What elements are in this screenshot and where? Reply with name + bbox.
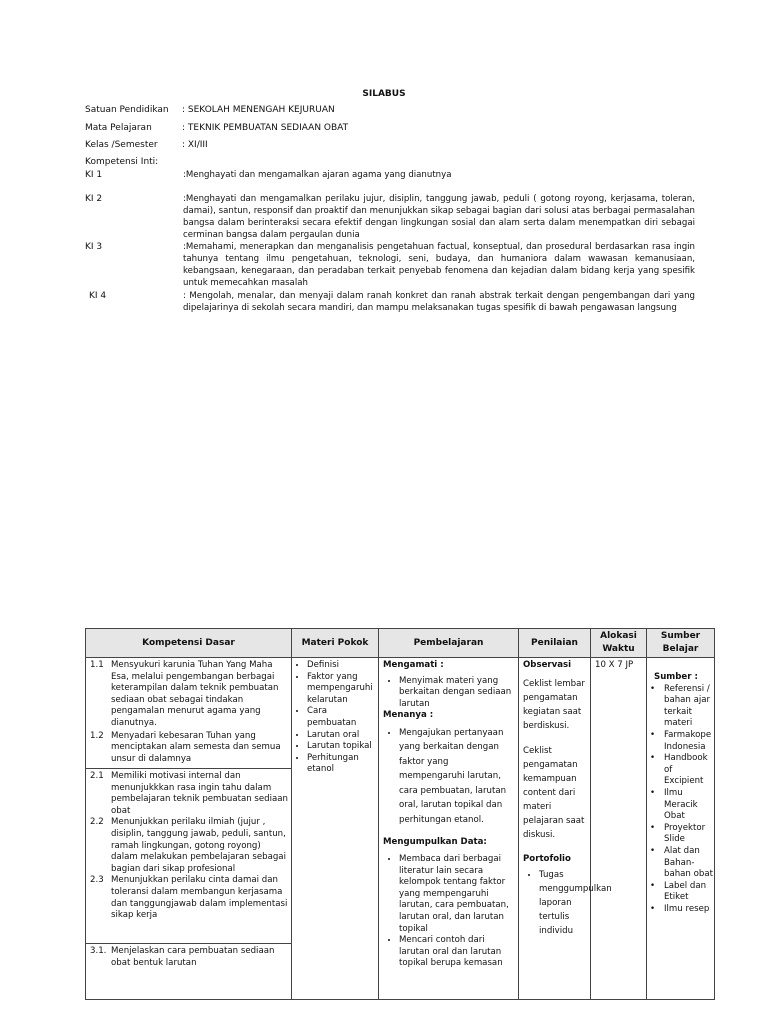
sumber-item: • Label dan Etiket [650, 881, 713, 904]
observasi-heading: Observasi [523, 660, 572, 670]
value-mata-pelajaran: : TEKNIK PEMBUATAN SEDIAAN OBAT [182, 123, 349, 133]
kd-text: Menunjukkan perilaku cinta damai dan toleransi dalam membangun kerjasama dan tanggungjawab dalam implementasi sikap kerja [111, 875, 288, 921]
kd-item [90, 817, 288, 875]
ki-4-label: KI 4 [89, 291, 107, 301]
header-alokasi-waktu: Alokasi Waktu [591, 629, 647, 658]
sumber-item: • Ilmu Meracik Obat [650, 788, 713, 823]
ki-2-label: KI 2 [85, 194, 103, 204]
value-kelas-semester: : XI/III [182, 140, 208, 150]
kd-text: Menjelaskan cara pembuatan sediaan obat bentuk larutan [111, 946, 275, 968]
kd-text: Memiliki motivasi internal dan menunjukkkan rasa ingin tahu dalam pembelajaran teknik pembuatan sediaan obat [111, 771, 288, 816]
ki-1-label: KI 1 [85, 170, 103, 180]
kd-number: 2.1 [90, 771, 104, 781]
sumber-heading: Sumber : [654, 672, 698, 682]
kd-group-2 [86, 768, 291, 943]
observasi-1: Ceklist lembar pengamatan kegiatan saat berdiskusi. [523, 678, 585, 731]
header-pembelajaran: Pembelajaran [379, 629, 519, 658]
kd-item [90, 875, 288, 921]
kd-group-1 [86, 658, 291, 768]
mengamati-heading: Mengamati : [383, 660, 444, 670]
ki-2-text: :Menghayati dan mengamalkan perilaku jujur, disiplin, tanggung jawab, peduli ( gotong royong, kerjasama, toleran, damai), santun, responsif dan proaktif dan menunjukkan sikap sebagai bagian dari solusi atas berbagai permasalahan bangsa dalam berinteraksi secara efektif dengan lingkungan sosial dan alam serta dalam menempatkan diri sebagai cerminan bangsa dalam pergaulan dunia [183, 194, 695, 240]
mengamati-item: • Menyimak materi yang berkaitan dengan sediaan larutan [399, 676, 514, 711]
mengumpulkan-item: • Membaca dari berbagai literatur lain secara kelompok tentang faktor yang mempengaruhi larutan, cara pembuatan, larutan oral, dan larutan topikal [399, 854, 514, 935]
header-materi-pokok: Materi Pokok [292, 629, 379, 658]
mengumpulkan-item: • Mencari contoh dari larutan oral dan larutan topikal berupa kemasan [399, 935, 514, 970]
value-satuan-pendidikan: : SEKOLAH MENENGAH KEJURUAN [182, 105, 335, 115]
ki-3-text: :Memahami, menerapkan dan menganalisis pengetahuan factual, konseptual, dan prosedural berdasarkan rasa ingin tahunya tentang ilmu pengetahuan, teknologi, seni, budaya, dan humaniora dalam wawasan kemanusiaan, kebangsaan, kenegaraan, dan peradaban terkait penyebab fenomena dan kejadian dalam bidang kerja yang spesifik untuk memecahkan masalah [183, 242, 695, 288]
header-sumber-belajar: Sumber Belajar [647, 629, 715, 658]
mengumpulkan-heading: Mengumpulkan Data: [383, 837, 487, 848]
sumber-item: • Handbook of Excipient [650, 753, 713, 788]
label-satuan-pendidikan: Satuan Pendidikan [85, 105, 169, 115]
materi-item: • Perhitungan etanol [307, 753, 376, 776]
kd-number: 3.1. [90, 946, 107, 956]
kd-text: Menyadari kebesaran Tuhan yang menciptakan alam semesta dan semua unsur di dalamnya [111, 730, 281, 764]
portofolio-item: • Tugas menggumpulkan laporan tertulis individu [539, 868, 588, 938]
sumber-item: • Proyektor Slide [650, 823, 713, 846]
kd-text: Mensyukuri karunia Tuhan Yang Maha Esa, melalui pengembangan berbagai keterampilan dalam teknik pembuatan sediaan obat sebagai tindakan pengamalan menurut agama yang dianutnya. [111, 660, 279, 728]
document-title: SILABUS [362, 89, 406, 99]
ki-3-label: KI 3 [85, 242, 103, 252]
kd-number: 2.2 [90, 817, 104, 828]
sumber-cell [647, 658, 715, 1000]
kd-group-3 [86, 943, 291, 971]
alokasi-waktu-value: 10 X 7 JP [595, 660, 634, 670]
kd-number: 1.2 [90, 730, 104, 741]
ki-4-text: : Mengolah, menalar, dan menyaji dalam ranah konkret dan ranah abstrak terkait dengan pengembangan dari yang dipelajarinya di sekolah secara mandiri, dan mampu melaksanakan tugas spesifik di bawah pengawasan langsung [183, 291, 695, 313]
kd-item [90, 660, 288, 730]
observasi-2: Ceklist pengamatan kemampuan content dari materi pelajaran saat diskusi. [523, 745, 585, 840]
materi-item: • Larutan topikal [307, 741, 376, 753]
kd-item [90, 731, 288, 766]
materi-pokok-cell [292, 658, 379, 1000]
menanya-heading: Menanya : [383, 710, 434, 721]
penilaian-cell [519, 658, 612, 1000]
materi-item: • Larutan oral [307, 730, 376, 742]
materi-item: • Faktor yang mempengaruhi kelarutan [307, 672, 376, 707]
header-kompetensi-dasar: Kompetensi Dasar [86, 629, 292, 658]
portofolio-heading: Portofolio [523, 853, 571, 864]
pembelajaran-cell [379, 658, 519, 1000]
materi-item: • Cara pembuatan [307, 706, 376, 729]
ki-1-text: :Menghayati dan mengamalkan ajaran agama yang dianutnya [183, 170, 452, 180]
kd-number: 2.3 [90, 875, 104, 886]
alokasi-cell [591, 658, 647, 1000]
ki-heading: Kompetensi Inti: [85, 157, 159, 167]
header-penilaian: Penilaian [519, 629, 591, 658]
sumber-item: • Farmakope Indonesia [650, 730, 713, 753]
sumber-item: • Alat dan Bahan-bahan obat [650, 846, 713, 881]
syllabus-table [85, 628, 715, 1000]
kd-item [90, 771, 288, 817]
materi-item: • Definisi [307, 660, 376, 672]
kd-text: Menunjukkan perilaku ilmiah (jujur , disiplin, tanggung jawab, peduli, santun, ramah lingkungan, gotong royong) dalam melakukan pembelajaran sebagai bagian dari sikap profesional [111, 817, 286, 874]
sumber-item: • Ilmu resep [650, 904, 713, 916]
kd-item [90, 946, 288, 969]
label-kelas-semester: Kelas /Semester [85, 140, 158, 150]
menanya-item: • Mengajukan pertanyaan yang berkaitan dengan faktor yang mempengaruhi larutan, cara pembuatan, larutan oral, larutan topikal dan perhitungan etanol. [399, 726, 514, 828]
kd-number: 1.1 [90, 660, 104, 670]
sumber-item: • Referensi / bahan ajar terkait materi [650, 684, 713, 730]
label-mata-pelajaran: Mata Pelajaran [85, 123, 152, 133]
kd-column [86, 658, 292, 1000]
